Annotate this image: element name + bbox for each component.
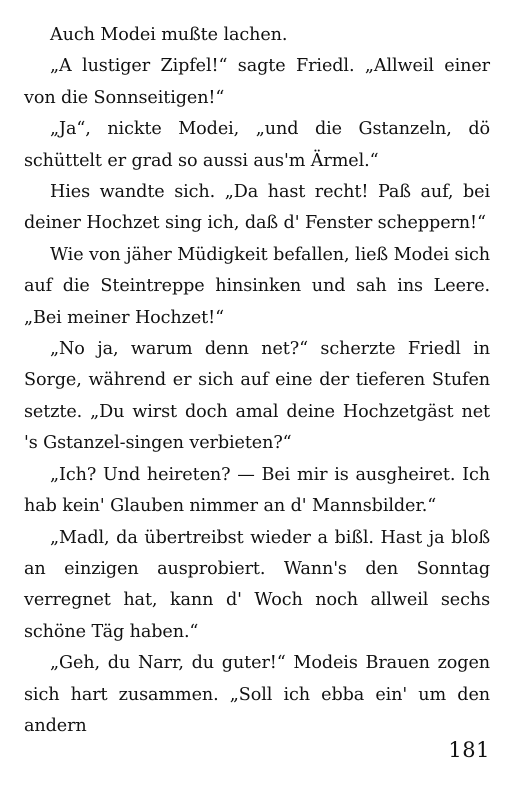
paragraph-8: „Madl, da übertreibst wieder a bißl. Hast ja bloß an einzigen ausprobiert. Wann's den Sonntag verregnet hat, kann d' Woch noch allweil sechs schöne Täg haben.“ [24,527,490,642]
paragraph-2: „A lustiger Zipfel!“ sagte Friedl. „Allweil einer von die Sonnseitigen!“ [24,56,490,108]
paragraph-6: „No ja, warum denn net?“ scherzte Friedl in Sorge, während er sich auf eine der tieferen Stufen setzte. „Du wirst doch amal deine Hochzetgäst net 's Gstanzel-singen verbieten?“ [24,339,490,454]
body-text [24,20,490,742]
paragraph-4: Hies wandte sich. „Da hast recht! Paß auf, bei deiner Hochzet sing ich, daß d' Fenster scheppern!“ [24,182,490,234]
page-number: 181 [448,738,490,762]
paragraph-5: Wie von jäher Müdigkeit befallen, ließ Modei sich auf die Steintreppe hinsinken und sah ins Leere. „Bei meiner Hochzet!“ [24,244,490,328]
paragraph-1: Auch Modei mußte lachen. [50,25,288,45]
paragraph-7: „Ich? Und heireten? — Bei mir is ausgheiret. Ich hab kein' Glauben nimmer an d' Mannsbilder.“ [24,464,490,517]
paragraph-9: „Geh, du Narr, du guter!“ Modeis Brauen zogen sich hart zusammen. „Soll ich ebba ein' um den andern [24,653,490,736]
paragraph-3: „Ja“, nickte Modei, „und die Gstanzeln, dö schüttelt er grad so aussi aus'm Ärmel.“ [24,119,490,171]
